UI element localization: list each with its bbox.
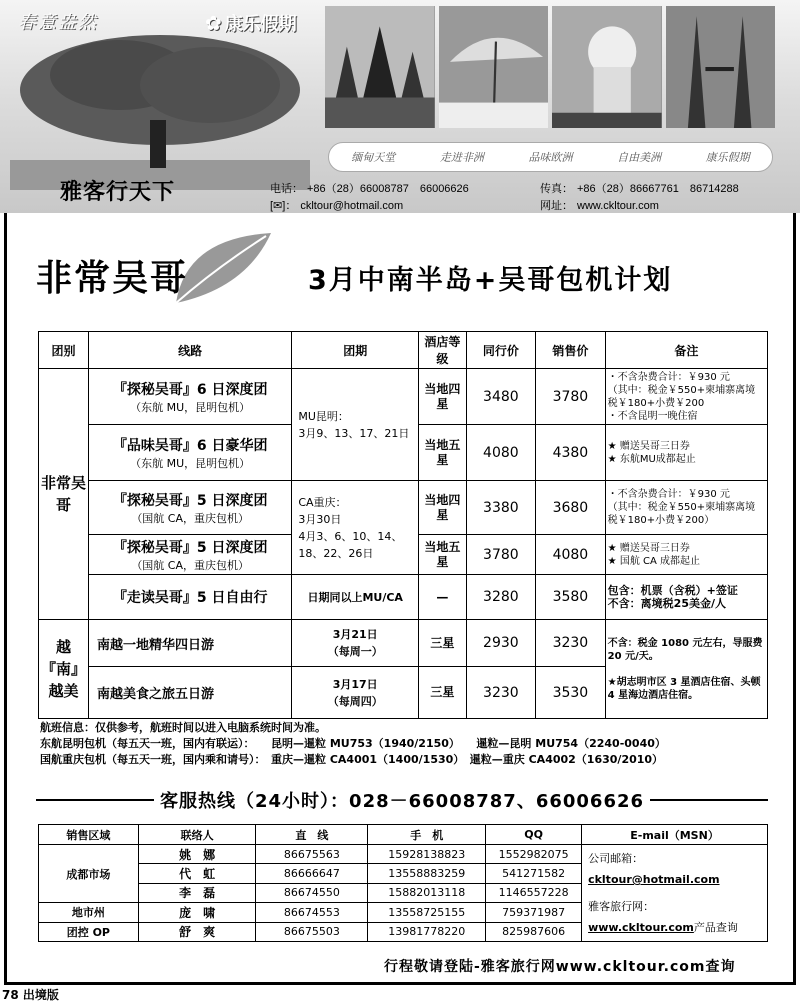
route-cell [89,667,292,719]
route-name: 南越美食之旅五日游 [97,687,215,702]
route-name: 南越一地精华四日游 [97,637,215,653]
divider [36,799,154,801]
group-label: 非常吴哥 [39,369,89,620]
name-cell: 李 磊 [138,883,256,902]
sale-price: 4080 [536,535,606,575]
hotel-cell: 当地四星 [419,369,467,425]
fax [540,180,739,196]
name-cell: 舒 爽 [138,922,256,941]
peer-price: 3780 [466,535,536,575]
table-header-row [39,825,768,845]
logo-text: 非常吴哥 [36,257,189,299]
route-sub: （国航 CA，重庆包机） [131,558,250,572]
route-name: 『走读吴哥』5 日自由行 [112,590,268,606]
name-cell: 姚 娜 [138,845,256,864]
route-cell [89,481,292,535]
mail-cell [582,845,768,942]
header-contact: 联络人 [138,825,256,845]
towers-photo [666,6,776,128]
hotel-cell: 当地四星 [419,481,467,535]
qq-cell: 1146557228 [486,883,582,902]
website [540,197,659,213]
dates-cell: MU昆明： 3月9、13、17、21日 [292,369,419,481]
hotel-cell: 当地五星 [419,535,467,575]
region-cell: 地市州 [39,903,139,922]
header-mobile: 手 机 [368,825,486,845]
divider [650,799,768,801]
header-line: 直 线 [256,825,368,845]
phone-label: 电话： [270,183,303,195]
header-email: E-mail（MSN） [582,825,768,845]
header-remark: 备注 [605,332,767,369]
route-name: 『品味吴哥』6 日豪华团 [112,437,268,454]
dates-cell: CA重庆： 3月30日 4月3、6、10、14、 18、22、26日 [292,481,419,575]
header-qq: QQ [486,825,582,845]
remark-cell: ★ 赠送吴哥三日券 ★ 国航 CA 成都起止 [605,535,767,575]
header-group: 团别 [39,332,89,369]
mobile-cell: 13981778220 [368,922,486,941]
mobile-cell: 15928138823 [368,845,486,864]
qq-cell: 825987606 [486,922,582,941]
hotline-text: 客服热线（24小时）：028－66008787、66006626 [160,791,645,812]
route-cell [89,575,292,620]
name-cell: 代 虹 [138,864,256,883]
brand-script: 春意盎然 [18,12,98,33]
mail-label: 公司邮箱： [588,852,644,865]
route-cell [89,620,292,667]
flight-info [40,720,666,768]
tree-image [10,30,310,190]
tour-table [38,331,768,719]
destination-tags [328,142,773,172]
qq-cell: 759371987 [486,903,582,922]
route-sub: （东航 MU，昆明包机） [130,400,251,414]
tag: 自由美洲 [617,151,662,164]
header-banner [0,0,800,213]
footer-bar: 行程敬请登陆-雅客旅行网www.ckltour.com查询 [384,959,736,975]
email-label: [✉]： [270,200,297,212]
line-cell: 86674553 [256,903,368,922]
line-cell: 86675503 [256,922,368,941]
phone [270,180,469,196]
web-value: www.ckltour.com [577,200,659,212]
line-cell: 86675563 [256,845,368,864]
fax-value: +86（28）86667761 86714288 [577,183,739,195]
route-name: 『探秘吴哥』5 日深度团 [112,492,268,509]
group-label: 越『南』越美 [39,620,89,719]
tag: 康乐假期 [705,151,750,164]
hotel-cell: 当地五星 [419,425,467,481]
sale-price: 3680 [536,481,606,535]
peer-price: 3230 [466,667,536,719]
site-label: 雅客旅行网： [588,900,655,913]
beach-photo [439,6,549,128]
sale-price: 3230 [536,620,606,667]
brand-logo [205,10,297,36]
mobile-cell: 13558725155 [368,903,486,922]
temple-photo [325,6,435,128]
page-number: 78 出境版 [2,988,59,1002]
phone-value: +86（28）66008787 66006626 [307,183,469,195]
header-dates: 团期 [292,332,419,369]
fax-label: 传真： [540,183,573,195]
sale-price: 3530 [536,667,606,719]
hotel-cell: 三星 [419,667,467,719]
qq-cell: 541271582 [486,864,582,883]
route-cell [89,425,292,481]
route-cell [89,535,292,575]
table-row [39,845,768,864]
route-sub: （国航 CA，重庆包机） [131,511,250,525]
header-route: 线路 [89,332,292,369]
merlion-photo [552,6,662,128]
page-title: 3月中南半岛+吴哥包机计划 [308,265,673,296]
mobile-cell: 15882013118 [368,883,486,902]
site-link[interactable]: www.ckltour.com [588,921,694,934]
remark-cell: ・不含杂费合计：￥930 元 （其中：税金￥550+柬埔寨离境税￥180+小费￥200） [605,481,767,535]
contacts-table [38,824,768,942]
table-row [39,481,768,535]
route-cell [89,369,292,425]
line-cell: 86674550 [256,883,368,902]
flight-line: 国航重庆包机（每五天一班，国内乘和请号）： 重庆—暹粒 CA4001（1400/1530） 暹粒—重庆 CA4002（1630/2010） [40,753,664,766]
table-row [39,620,768,667]
qq-cell: 1552982075 [486,845,582,864]
name-cell: 庞 啸 [138,903,256,922]
hotline-banner [36,788,768,812]
header-sale-price: 销售价 [536,332,606,369]
web-label: 网址： [540,200,573,212]
sale-price: 3780 [536,369,606,425]
dates-cell: 3月21日 （每周一） [292,620,419,667]
remark-cell: 包含：机票（含税）+签证 不含：离境税25美金/人 [605,575,767,620]
peer-price: 4080 [466,425,536,481]
hotel-cell: 三星 [419,620,467,667]
dates-cell: 3月17日 （每周四） [292,667,419,719]
peer-price: 3380 [466,481,536,535]
tag: 走进非洲 [439,151,484,164]
line-cell: 86666647 [256,864,368,883]
route-sub: （东航 MU，昆明包机） [130,456,251,470]
remark-cell: 不含：税金 1080 元左右，导服费 20 元/天。 ★胡志明市区 3 星酒店住宿、头顿 4 星海边酒店住宿。 [605,620,767,719]
route-name: 『探秘吴哥』6 日深度团 [112,381,268,398]
table-row [39,575,768,620]
tag: 品味欧洲 [528,151,573,164]
remark-cell: ・不含杂费合计：￥930 元 （其中：税金￥550+柬埔寨离境税￥180+小费￥200 ・不含昆明一晚住宿 [605,369,767,425]
slogan: 雅客行天下 [60,180,176,205]
email-value: ckltour@hotmail.com [300,200,404,212]
table-row [39,369,768,425]
peer-price: 2930 [466,620,536,667]
peer-price: 3480 [466,369,536,425]
route-name: 『探秘吴哥』5 日深度团 [112,539,268,556]
dates-cell: 日期同以上MU/CA [292,575,419,620]
header-hotel: 酒店等级 [419,332,467,369]
header-region: 销售区域 [39,825,139,845]
table-header-row [39,332,768,369]
region-cell: 成都市场 [39,845,139,903]
flight-line: 航班信息：仅供参考，航班时间以进入电脑系统时间为准。 [40,721,326,734]
flower-icon: ✿ [205,11,222,35]
hotel-cell: — [419,575,467,620]
header-peer-price: 同行价 [466,332,536,369]
logo-feichang-wuge [36,228,256,308]
email [270,197,403,213]
peer-price: 3280 [466,575,536,620]
flight-line: 东航昆明包机（每五天一班，国内有联运）： 昆明—暹粒 MU753（1940/2150） 暹粒—昆明 MU754（2240-0040） [40,737,666,750]
brand-logo-text: 康乐假期 [224,14,297,35]
remark-cell: ★ 赠送吴哥三日券 ★ 东航MU成都起止 [605,425,767,481]
mail-link[interactable]: ckltour@hotmail.com [588,873,720,886]
sale-price: 4380 [536,425,606,481]
region-cell: 团控 OP [39,922,139,941]
mobile-cell: 13558883259 [368,864,486,883]
site-suffix: 产品查询 [693,921,738,934]
sale-price: 3580 [536,575,606,620]
tag: 缅甸天堂 [351,151,396,164]
photo-strip [325,6,775,128]
